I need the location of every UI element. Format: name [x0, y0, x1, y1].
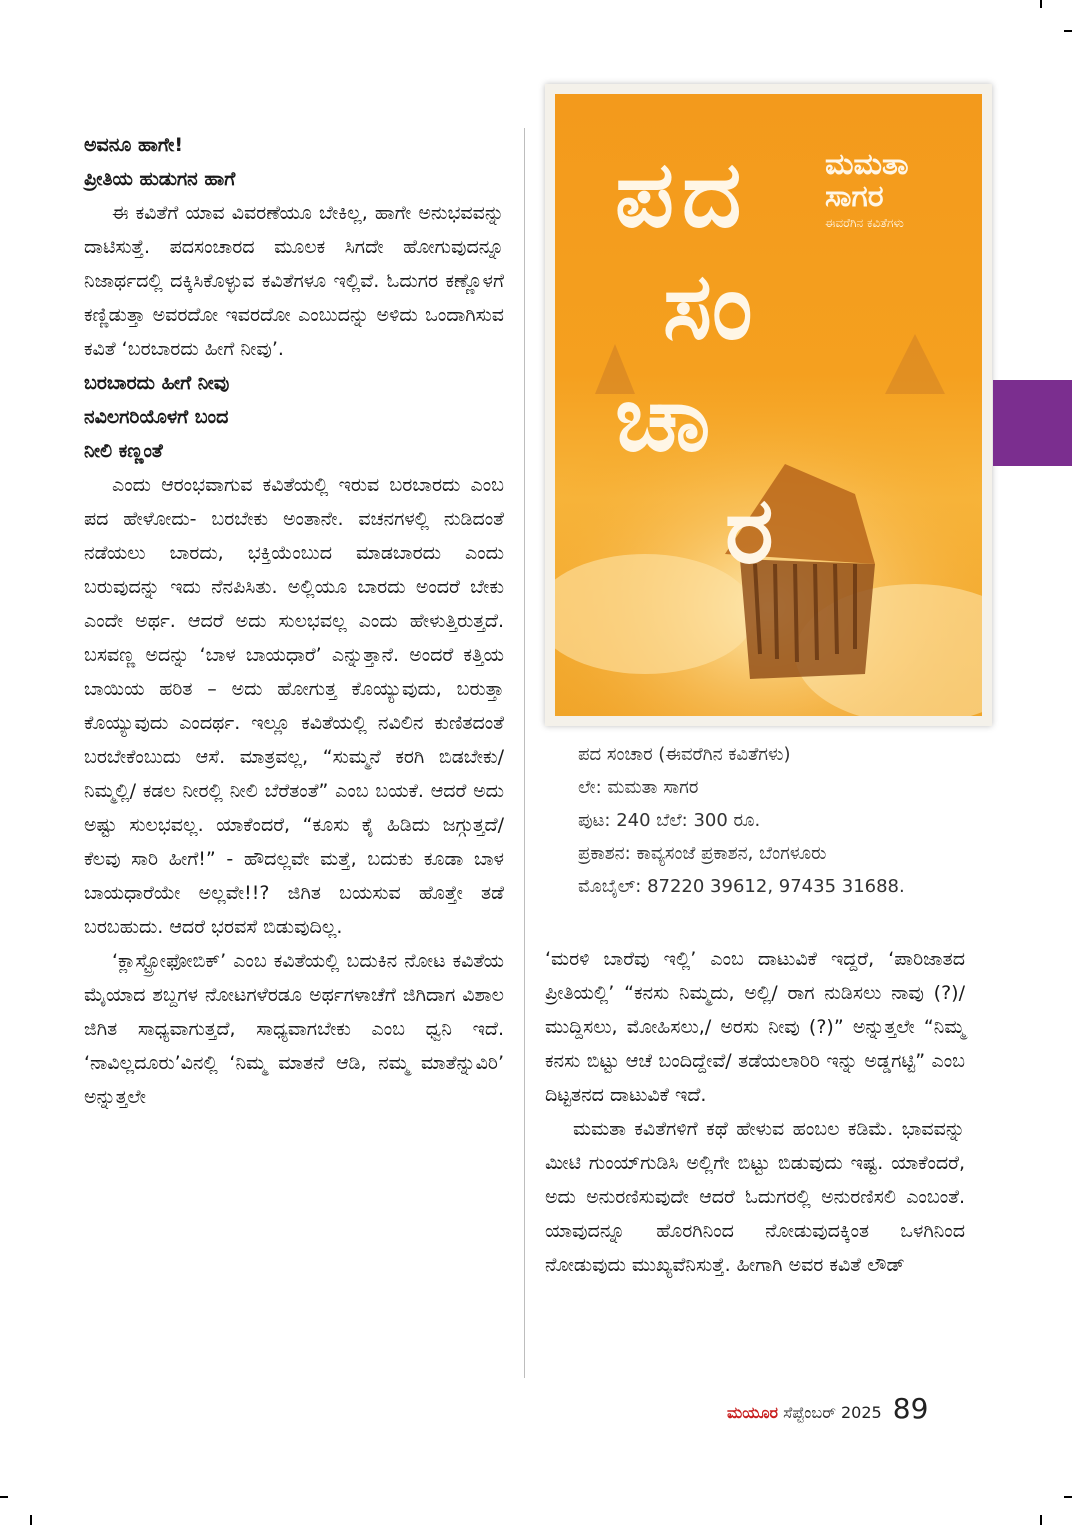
column-divider	[524, 128, 525, 1378]
verse-line: ಅವನೂ ಹಾಗೇ!	[84, 134, 184, 156]
book-cover	[555, 94, 982, 716]
book-title-line: ಪದ ಸಂಚಾರ (ಈವರೆಗಿನ ಕವಿತೆಗಳು)	[578, 744, 791, 765]
book-publisher-line: ಪ್ರಕಾಶನ: ಕಾವ್ಯಸಂಜೆ ಪ್ರಕಾಶನ, ಬೆಂಗಳೂರು	[578, 843, 827, 864]
body-paragraph: ‘ಕ್ಲಾಸ್ಟ್ರೋಫೋಬಿಕ್’ ಎಂಬ ಕವಿತೆಯಲ್ಲಿ ಬದುಕಿನ ನೋಟ ಕವಿತೆಯ ಮೈಯಾದ ಶಬ್ದಗಳ ನೋಟಗಳೆರಡೂ ಅರ್ಥಗಳಾಚೆಗೆ ಜಿಗಿದಾಗ ವಿಶಾಲ ಜಿಗಿತ ಸಾಧ್ಯವಾಗುತ್ತದೆ, ಸಾಧ್ಯವಾಗಬೇಕು ಎಂಬ ಧ್ವನಿ ಇದೆ. ‘ನಾವಿಲ್ಲದೂರು’ವಿನಲ್ಲಿ ‘ನಿಮ್ಮ ಮಾತನೆ ಆಡಿ, ನಮ್ಮ ಮಾತೆನ್ನುವಿರಿ’ ಅನ್ನುತ್ತಲೇ	[84, 950, 504, 1108]
verse-line: ಪ್ರೀತಿಯ ಹುಡುಗನ ಹಾಗೆ	[84, 168, 236, 190]
verse-line: ನವಿಲಗರಿಯೊಳಗೆ ಬಂದ	[84, 406, 229, 428]
crop-mark	[1064, 1496, 1072, 1498]
book-price-line: ಪುಟ: 240 ಬೆಲೆ: 300 ರೂ.	[578, 810, 761, 831]
crop-mark	[1040, 0, 1042, 8]
book-author-line: ಲೇ: ಮಮತಾ ಸಾಗರ	[578, 777, 699, 798]
page-footer	[727, 1392, 928, 1428]
right-column	[545, 942, 965, 1282]
left-column	[84, 128, 504, 1114]
issue-date: ಸೆಪ್ಟೆಂಬರ್ 2025	[783, 1403, 882, 1422]
body-paragraph: ಎಂದು ಆರಂಭವಾಗುವ ಕವಿತೆಯಲ್ಲಿ ಇರುವ ಬರಬಾರದು ಎಂಬ ಪದ ಹೇಳೋದು- ಬರಬೇಕು ಅಂತಾನೇ. ವಚನಗಳಲ್ಲಿ ನುಡಿದಂತೆ ನಡೆಯಲು ಬಾರದು, ಭಕ್ತಿಯೆಂಬುದ ಮಾಡಬಾರದು ಎಂದು ಬರುವುದನ್ನು ಇದು ನೆನಪಿಸಿತು. ಅಲ್ಲಿಯೂ ಬಾರದು ಅಂದರೆ ಬೇಕು ಎಂದೇ ಅರ್ಥ. ಆದರೆ ಅದು ಸುಲಭವಲ್ಲ ಎಂದು ಹೇಳುತ್ತಿರುತ್ತದೆ. ಬಸವಣ್ಣ ಅದನ್ನು ‘ಬಾಳ ಬಾಯಧಾರೆ’ ಎನ್ನುತ್ತಾನೆ. ಅಂದರೆ ಕತ್ತಿಯ ಬಾಯಿಯ ಹರಿತ – ಅದು ಹೋಗುತ್ತ ಕೊಯ್ಯುವುದು, ಬರುತ್ತಾ ಕೊಯ್ಯುವುದು ಎಂದರ್ಥ. ಇಲ್ಲೂ ಕವಿತೆಯಲ್ಲಿ ನವಿಲಿನ ಕುಣಿತದಂತೆ ಬರಬೇಕೆಂಬುದು ಆಸೆ. ಮಾತ್ರವಲ್ಲ, “ಸುಮ್ಮನೆ ಕರಗಿ ಬಿಡಬೇಕು/ ನಿಮ್ಮಲ್ಲಿ/ ಕಡಲ ನೀರಲ್ಲಿ ನೀಲಿ ಬೆರೆತಂತೆ” ಎಂಬ ಬಯಕೆ. ಆದರೆ ಅದು ಅಷ್ಟು ಸುಲಭವಲ್ಲ. ಯಾಕೆಂದರೆ, “ಕೂಸು ಕೈ ಹಿಡಿದು ಜಗ್ಗುತ್ತದೆ/ ಕೆಲವು ಸಾರಿ ಹೀಗೆ!” - ಹೌದಲ್ಲವೇ ಮತ್ತೆ, ಬದುಕು ಕೂಡಾ ಬಾಳ ಬಾಯಧಾರೆಯೇ ಅಲ್ಲವೇ!!? ಜಿಗಿತ ಬಯಸುವ ಹೊತ್ತೇ ತಡೆ ಬರಬಹುದು. ಆದರೆ ಭರವಸೆ ಬಿಡುವುದಿಲ್ಲ.	[84, 474, 504, 938]
crop-mark	[30, 1515, 32, 1525]
crop-mark	[0, 1496, 8, 1498]
body-paragraph: ಮಮತಾ ಕವಿತೆಗಳಿಗೆ ಕಥೆ ಹೇಳುವ ಹಂಬಲ ಕಡಿಮೆ. ಭಾವವನ್ನು ಮೀಟಿ ಗುಂಯ್‌ಗುಡಿಸಿ ಅಲ್ಲಿಗೇ ಬಿಟ್ಟು ಬಿಡುವುದು ಇಷ್ಟ. ಯಾಕೆಂದರೆ, ಅದು ಅನುರಣಿಸುವುದೇ ಆದರೆ ಓದುಗರಲ್ಲಿ ಅನುರಣಿಸಲಿ ಎಂಬಂತೆ. ಯಾವುದನ್ನೂ ಹೊರಗಿನಿಂದ ನೋಡುವುದಕ್ಕಿಂತ ಒಳಗಿನಿಂದ ನೋಡುವುದು ಮುಖ್ಯವೆನಿಸುತ್ತೆ. ಹೀಗಾಗಿ ಅವರ ಕವಿತೆ ಲೌಡ್	[545, 1118, 965, 1276]
cover-author: ಮಮತಾ ಸಾಗರ	[825, 147, 909, 214]
book-details-caption	[578, 738, 998, 903]
body-paragraph: ಈ ಕವಿತೆಗೆ ಯಾವ ವಿವರಣೆಯೂ ಬೇಕಿಲ್ಲ, ಹಾಗೇ ಅನುಭವವನ್ನು ದಾಟಿಸುತ್ತೆ. ಪದಸಂಚಾರದ ಮೂಲಕ ಸಿಗದೇ ಹೋಗುವುದನ್ನೂ ನಿಜಾರ್ಥದಲ್ಲಿ ದಕ್ಕಿಸಿಕೊಳ್ಳುವ ಕವಿತೆಗಳೂ ಇಲ್ಲಿವೆ. ಓದುಗರ ಕಣ್ಣೊಳಗೆ ಕಣ್ಣಿಡುತ್ತಾ ಅವರದೋ ಇವರದೋ ಎಂಬುದನ್ನು ಅಳಿದು ಒಂದಾಗಿಸುವ ಕವಿತೆ ‘ಬರಬಾರದು ಹೀಗೆ ನೀವು’.	[84, 202, 504, 360]
body-paragraph: ‘ಮರಳಿ ಬಾರೆವು ಇಲ್ಲಿ’ ಎಂಬ ದಾಟುವಿಕೆ ಇದ್ದರೆ, ‘ಪಾರಿಜಾತದ ಪ್ರೀತಿಯಲ್ಲಿ’ “ಕನಸು ನಿಮ್ಮದು, ಅಲ್ಲಿ/ ರಾಗ ನುಡಿಸಲು ನಾವು (?)/ ಮುದ್ದಿಸಲು, ಮೋಹಿಸಲು,/ ಅರಸು ನೀವು (?)” ಅನ್ನುತ್ತಲೇ “ನಿಮ್ಮ ಕನಸು ಬಿಟ್ಟು ಆಚೆ ಬಂದಿದ್ದೇವೆ/ ತಡೆಯಲಾರಿರಿ ಇನ್ನು ಅಡ್ಡಗಟ್ಟಿ” ಎಂಬ ದಿಟ್ಟತನದ ದಾಟುವಿಕೆ ಇದೆ.	[545, 948, 965, 1106]
crop-mark	[1040, 1515, 1042, 1525]
verse-line: ನೀಲಿ ಕಣ್ಣಂತೆ	[84, 440, 163, 462]
cover-subtitle: ಈವರೆಗಿನ ಕವಿತೆಗಳು	[825, 216, 904, 230]
section-tab-marker	[993, 380, 1072, 466]
book-contact-line: ಮೊಬೈಲ್: 87220 39612, 97435 31688.	[578, 876, 905, 897]
crop-mark	[1064, 30, 1072, 32]
book-cover-image	[545, 84, 992, 726]
verse-line: ಬರಬಾರದು ಹೀಗೆ ನೀವು	[84, 372, 230, 394]
cover-title: ಪದ ಸಂ ಚಾ ರ	[615, 141, 782, 584]
magazine-brand: ಮಯೂರ	[727, 1403, 779, 1422]
page-number: 89	[892, 1392, 929, 1425]
